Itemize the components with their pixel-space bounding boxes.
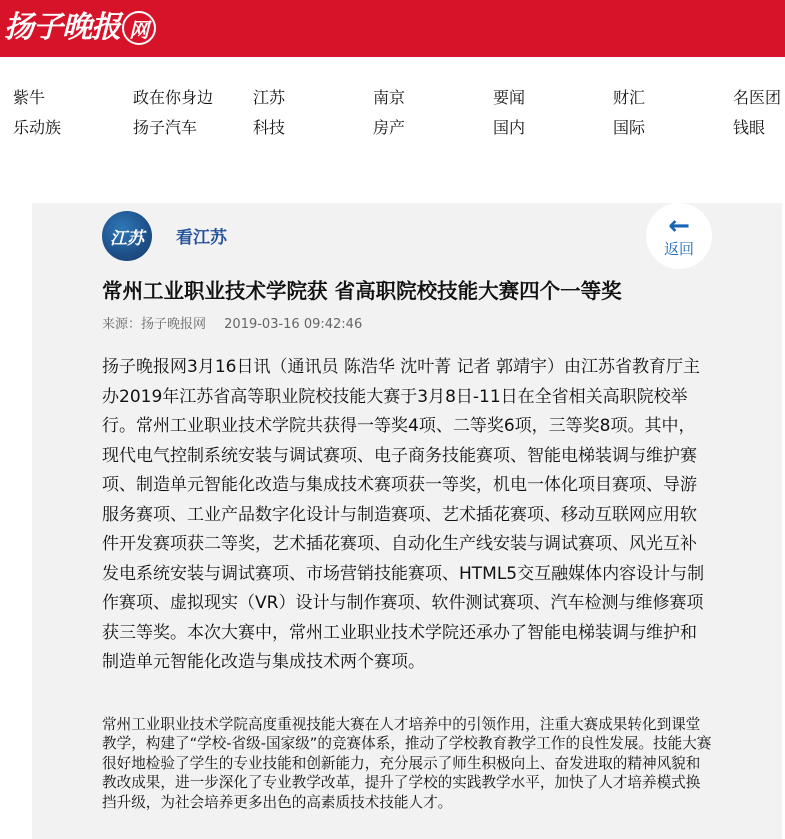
nav-item-jiangsu[interactable]: 江苏 — [253, 88, 286, 107]
nav-item-nanjing[interactable]: 南京 — [373, 88, 406, 107]
site-logo[interactable] — [4, 8, 156, 48]
article-card — [32, 203, 782, 839]
nav-item-ledongzu[interactable]: 乐动族 — [13, 118, 62, 137]
back-label: 返回 — [663, 240, 694, 258]
article-meta — [102, 316, 362, 334]
nav-item-auto[interactable]: 扬子汽车 — [133, 118, 198, 137]
logo-badge: 网 — [122, 11, 156, 45]
channel-name-link[interactable]: 看江苏 — [176, 228, 227, 248]
article-paragraph-2: 常州工业职业技术学院高度重视技能大赛在人才培养中的引领作用，注重大赛成果转化到课堂教学，构建了“学校-省级-国家级”的竞赛体系，推动了学校教育教学工作的良性发展。技能大赛很好地检验了学生的专业技能和创新能力，充分展示了师生积极向上、奋发进取的精神风貌和教改成果，进一步深化了专业教学改革，提升了学校的实践教学水平，加快了人才培养模式换挡升级，为社会培养更多出色的高素质技术技能人才。 — [102, 716, 712, 811]
site-header — [0, 0, 785, 57]
nav-item-international[interactable]: 国际 — [613, 118, 646, 137]
nav-item-ziniu[interactable]: 紫牛 — [13, 88, 46, 107]
nav-item-qianyan[interactable]: 钱眼 — [733, 118, 766, 137]
article-paragraph-1: 扬子晚报网3月16日讯（通讯员 陈浩华 沈叶菁 记者 郭靖宇）由江苏省教育厅主办2019年江苏省高等职业院校技能大赛于3月8日-11日在全省相关高职院校举行。常州工业职业技术学院共获得一等奖4项、二等奖6项，三等奖8项。其中，现代电气控制系统安装与调试赛项、电子商务技能赛项、智能电梯装调与维护赛项、制造单元智能化改造与集成技术赛项获一等奖，机电一体化项目赛项、导游服务赛项、工业产品数字化设计与制造赛项、艺术插花赛项、移动互联网应用软件开发赛项获二等奖，艺术插花赛项、自动化生产线安装与调试赛项、风光互补发电系统安装与调试赛项、市场营销技能赛项、HTML5交互融媒体内容设计与制作赛项、虚拟现实（VR）设计与制作赛项、软件测试赛项、汽车检测与维修赛项获三等奖。本次大赛中，常州工业职业技术学院还承办了智能电梯装调与维护和制造单元智能化改造与集成技术两个赛项。 — [102, 357, 705, 672]
nav-item-tech[interactable]: 科技 — [253, 118, 286, 137]
article-datetime: 2019-03-16 09:42:46 — [224, 317, 363, 332]
nav-item-mingyituan[interactable]: 名医团 — [733, 88, 782, 107]
nav-item-realestate[interactable]: 房产 — [373, 118, 406, 137]
channel-logo[interactable] — [102, 211, 152, 261]
article-title: 常州工业职业技术学院获 省高职院校技能大赛四个一等奖 — [102, 279, 622, 303]
nav-item-caihui[interactable]: 财汇 — [613, 88, 646, 107]
arrow-left-icon: ← — [668, 211, 690, 241]
nav-item-zheng[interactable]: 政在你身边 — [133, 88, 214, 107]
logo-text: 扬子晚报 — [4, 10, 120, 45]
article-source: 来源：扬子晚报网 — [102, 317, 207, 332]
channel-nav — [0, 57, 785, 147]
nav-item-domestic[interactable]: 国内 — [493, 118, 526, 137]
channel-logo-text: 江苏 — [110, 228, 144, 249]
back-button[interactable] — [646, 203, 712, 269]
nav-item-yaowen[interactable]: 要闻 — [493, 88, 526, 107]
